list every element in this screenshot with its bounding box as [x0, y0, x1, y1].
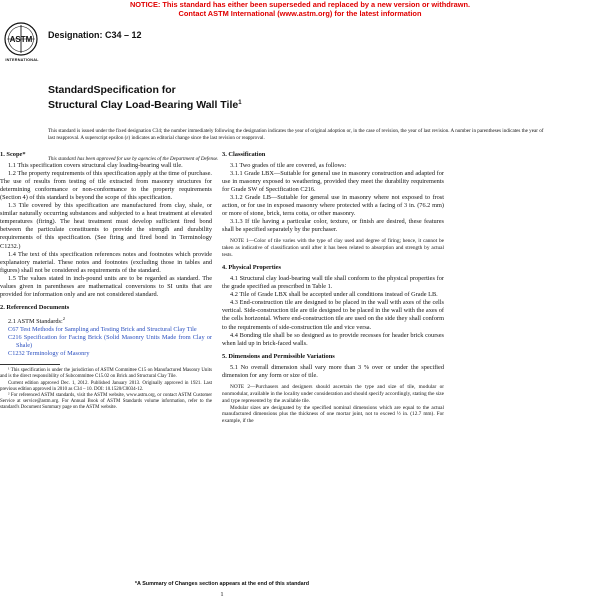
reference-c1232[interactable]: C1232 Terminology of Masonry — [8, 350, 90, 358]
paragraph-1-2: 1.2 The property requirements of this specification apply at the time of purchase. The use of results from testing of tile extracted from masonry structures for determining conformance or non-conformance to the property requirements (Section 4) of this standard is beyond the scope of this specification. — [0, 170, 212, 202]
section-1-heading: 1. Scope* — [0, 151, 26, 158]
note-2-continued: Modular sizes are designated by the specified nominal dimensions which are equal to the actual manufactured dimensions plus the thickness of one mortar joint, not to exceed ½ in. (12.7 mm). For example, if the — [222, 404, 444, 425]
issuance-note: This standard is issued under the fixed designation C34; the number immediately following the designation indicates the year of original adoption or, in the case of revision, the year of last revision. A number in parentheses indicates the year of last reapproval. A superscript epsilon (ε) indicates an editorial change since the last revision or reapproval. — [48, 128, 544, 141]
summary-of-changes-note: *A Summary of Changes section appears at the end of this standard — [134, 581, 310, 587]
paragraph-1-3: 1.3 Tile covered by this specification are manufactured from clay, shale, or similar naturally occurring substances and subjected to a heat treatment at elevated temperatures (firing). The heat treatment must develop sufficient fired bond between the particulate constituents to provide the strength and durability requirements of this specification. (See firing and fired bond in Terminology C1232.) — [0, 202, 212, 250]
svg-text:ASTM: ASTM — [9, 35, 33, 44]
section-3-heading: 3. Classification — [222, 151, 266, 158]
paragraph-1-1: 1.1 This specification covers structural clay loading-bearing wall tile. — [8, 162, 183, 170]
paragraph-3-1-1: 3.1.1 Grade LBX—Suitable for general use in masonry construction and adapted for use in masonry exposed to weathering, provided they meet the durability requirements for Grade SW of Specification C216. — [222, 170, 444, 194]
astm-logo-icon — [4, 22, 38, 56]
title-line-2: Structural Clay Load-Bearing Wall Tile$^1$ — [48, 98, 242, 111]
paragraph-2-1: 2.1 ASTM Standards:$^2$ — [8, 315, 66, 325]
section-2-heading: 2. Referenced Documents — [0, 303, 70, 311]
footnote-1-edition: Current edition approved Dec. 1, 2012. Published January 2013. Originally approved in 1921. Last previous edition approved in 2010 as C34 – 10. DOI: 10.1520/C0034-12. — [0, 380, 212, 392]
paragraph-4-3: 4.3 End-construction tile are designed to be placed in the wall with axes of the cells vertical. Side-construction tile are tile designed to be placed in the wall with the axes of the cells horizontal. Where end-construction tile are used on the side they shall conform to the requirements of side-construction tile and vice versa. — [222, 299, 444, 331]
paragraph-1-4: 1.4 The text of this specification references notes and footnotes which provide explanatory material. These notes and footnotes (excluding those in tables and figures) shall not be considered as requirements of the standard. — [0, 250, 212, 274]
dod-approval-note: This standard has been approved for use by agencies of the Department of Defense. — [48, 156, 219, 162]
note-1: NOTE 1—Color of tile varies with the type of clay used and degree of firing; hence, it cannot be taken as indicative of classification until after it has been related to absorption and strength by actual tests. — [222, 238, 444, 259]
superseded-notice — [0, 0, 600, 18]
section-4-heading: 4. Physical Properties — [222, 264, 281, 272]
footnote-2: ² For referenced ASTM standards, visit the ASTM website, www.astm.org, or contact ASTM Customer Service at service@astm.org. For Annual Book of ASTM Standards volume information, refer to the standard's Document Summary page on the ASTM website. — [0, 393, 212, 411]
paragraph-4-1: 4.1 Structural clay load-bearing wall tile shall conform to the physical properties for the grade specified as prescribed in Table 1. — [222, 275, 444, 291]
logo-caption: INTERNATIONAL — [5, 58, 39, 62]
section-5-heading: 5. Dimensions and Permissible Variations — [222, 352, 335, 360]
paragraph-4-2: 4.2 Tile of Grade LBX shall be accepted under all conditions instead of Grade LB. — [230, 291, 438, 299]
paragraph-4-4: 4.4 Bonding tile shall be so designed as to provide recesses for header brick courses when laid up in brick-faced walls. — [222, 331, 444, 347]
paragraph-3-1: 3.1 Two grades of tile are covered, as follows: — [230, 162, 347, 170]
designation: Designation: C34 – 12 — [48, 30, 142, 40]
paragraph-3-1-3: 3.1.3 If tile having a particular color, texture, or finish are desired, these features shall be specified separately by the purchaser. — [222, 218, 444, 234]
right-column — [222, 151, 444, 425]
reference-c216[interactable]: C216 Specification for Facing Brick (Solid Masonry Units Made from Clay or Shale) — [8, 334, 212, 350]
notice-line-1: NOTICE: This standard has either been superseded and replaced by a new version or withdrawn. — [129, 0, 471, 9]
note-2: NOTE 2—Purchasers and designers should ascertain the type and size of tile, modular or nonmodular, available in the locality under consideration and should specify accordingly, stating the size and type represented by the available tile. — [222, 383, 444, 404]
footnote-1: ¹ This specification is under the jurisdiction of ASTM Committee C15 on Manufactured Masonry Units and is the direct responsibility of Subcommittee C15.02 on Brick and Structural Clay Tile. — [0, 368, 212, 380]
title-footnote-mark: 1 — [238, 99, 242, 106]
reference-c67[interactable]: C67 Test Methods for Sampling and Testing Brick and Structural Clay Tile — [8, 326, 197, 334]
paragraph-3-1-2: 3.1.2 Grade LB—Suitable for general use in masonry where not exposed to frost action, or for use in exposed masonry where protected with a facing of 3 in. (76.2 mm) or more of stone, brick, terra cotta, or other masonry. — [222, 194, 444, 218]
notice-line-2: Contact ASTM International (www.astm.org) for the latest information — [178, 9, 422, 18]
footnote-divider — [0, 364, 60, 365]
title-line-1: StandardSpecification for — [48, 84, 176, 96]
left-column — [0, 151, 212, 412]
paragraph-1-5: 1.5 The values stated in inch-pound units are to be regarded as standard. The values given in parentheses are mathematical conversions to SI units that are provided for information only and are not considered standard. — [0, 274, 212, 298]
page-number: 1 — [220, 591, 224, 598]
paragraph-5-1: 5.1 No overall dimension shall vary more than 3 % over or under the specified dimension for any form or size of tile. — [222, 363, 444, 379]
document-title — [48, 84, 448, 111]
